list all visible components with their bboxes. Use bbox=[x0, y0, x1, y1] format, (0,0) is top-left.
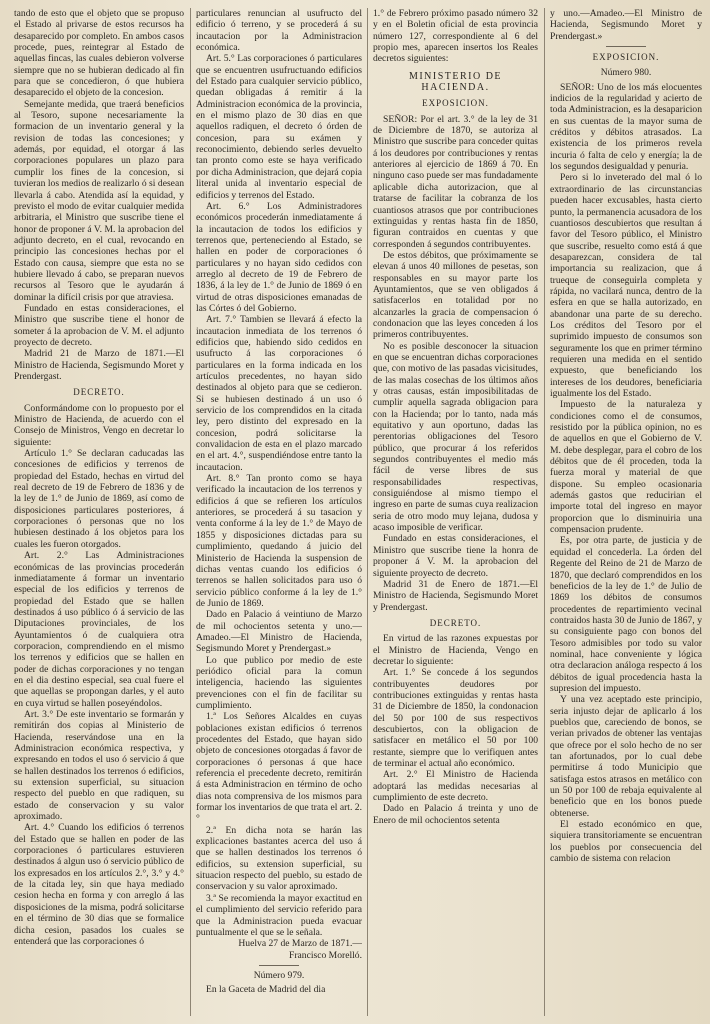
instruction-paragraph: 1.ª Los Señores Alcaldes en cuyas poblaciones existan edificios ó terrenos procedentes del Estado, que hayan sido objeto de concesiones otorgadas á favor de corporaciones ó personas á que hace referencia el precedente decreto, remitirán á esta Administracion en término de ocho dias nota comprensiva de los mismos para formar los inventarios de que trata el art. 2.° bbox=[196, 711, 362, 825]
article-paragraph: Art. 6.° Los Administradores económicos procederán inmediatamente á la incautacion de todos los edificios y terrenos que, perteneciendo al Estado, se hallen en poder de corporaciones ó particulares y no hayan sido cedidos con arreglo al decreto de 19 de Febrero de 1836, á la ley de 1.° de Junio de 1869 ó en virtud de otras disposiciones emanadas de las Córtes ó del Gobierno. bbox=[196, 200, 362, 314]
column-rule bbox=[367, 8, 368, 1016]
paragraph: No es posible desconocer la situacion en que se encuentran dichas corporaciones que, con motivo de las pasadas vicisitudes, de las malas cosechas de los últimos años y otras causas, están imposibilitadas de cumplir aquella sagrada obligacion para con la Hacienda; por lo tanto, nada más equitativo y aun oportuno, dadas las perentorias obligaciones del Tesoro público, que procurar á los referidos segundos contribuyentes el medio más fácil de verse libres de sus responsabilidades respectivas, consiguiéndose al mismo tiempo el ingreso en parte de sumas cuya realizacion seria de otro modo muy lejana, dudosa y acaso imposible de verificar. bbox=[373, 340, 538, 534]
paragraph: Pero si lo inveterado del mal ó lo extraordinario de las circunstancias pueden hacer excusables, hasta cierto punto, la permanencia acusadora de los cuantiosos descubiertos que resultan á favor del Tesoro público, el Ministro que suscribe, resuelto como está á que desaparezcan, considera de tal importancia su realizacion, que á trueque de conseguirla completa y rápida, no vacilará nunca, dentro de la esfera en que se halla autorizado, en abandonar una parte de su derecho. Los créditos del Tesoro por el suprimido impuesto de consumos son seguramente los que en primer término requieren una medida en el sentido expuesto, que beneficiando los intereses de los deudores, beneficiaria igualmente los del Estado. bbox=[550, 172, 702, 399]
column-rule bbox=[544, 8, 545, 1016]
instruction-paragraph: 3.ª Se recomienda la mayor exactitud en el cumplimiento del servicio referido para que la Administracion pueda evacuar puntualmente el que se le señala. bbox=[196, 892, 362, 938]
paragraph: Impuesto de la naturaleza y condiciones como el de consumos, resistido por la pública opinion, no es de aquellos en que el Gobierno de V. M. debe desplegar, para el cobro de los débitos que de él proceden, toda la fuerza moral y material de que dispone. Su empleo ocasionaria además gastos que reducirian el importe total del ingreso en mayor proporcion que lo disminuiria una compensacion prudente. bbox=[550, 399, 702, 536]
paragraph: El estado económico en que, siquiera transitoriamente se encuentran los pueblos por consecuencia del cambio de sistema con relacion bbox=[550, 819, 702, 865]
paragraph: Lo que publico por medio de este periódico oficial para la comun inteligencia, haciendo las siguientes prevenciones con el fin de facilitar su cumplimiento. bbox=[196, 654, 362, 711]
section-heading: DECRETO. bbox=[73, 387, 125, 398]
paragraph: tando de esto que el objeto que se propuso el Estado al privarse de estos recursos ha desaparecido por completo. En ambos casos procede, pues, reintegrar al Estado de aquellas fincas, las cuales debieron volverse siempre que no se hubieran dedicado al fin para que se concedieron, ó que hubiera desaparecido el objeto de la concesion. bbox=[14, 8, 184, 99]
signature-paragraph: Huelva 27 de Marzo de 1871.—Francisco Morelló. bbox=[238, 938, 362, 961]
article-paragraph: Artículo 1.° Se declaran caducadas las concesiones de edificios y terrenos de propiedad del Estado, hechas en virtud del real decreto de 19 de Febrero de 1836 y de la ley de 1.° de Junio de 1869, así como de disposiciones particulares posteriores, á corporaciones ó personas que no los hubiesen destinado á los objetos para los cuales les fueron otorgados. bbox=[14, 448, 184, 550]
paragraph: Y una vez aceptado este principio, seria injusto dejar de aplicarlo á los pueblos que, careciendo de bonos, se verian privados de obtener las ventajas que ofrece por el solo hecho de no ser tan afortunados, por lo cual debe permitirse á todo Municipio que satisfaga estos atrasos en metálico con un 50 por 100 de rebaja equivalente al beneficio que en los bonos puede obtenerse. bbox=[550, 694, 702, 819]
paragraph: Fundado en estas consideraciones, el Ministro que suscribe tiene el honor de someter á la aprobacion de V. M. el adjunto proyecto de decreto. bbox=[14, 302, 184, 348]
column-3 bbox=[373, 8, 538, 1020]
paragraph: SEÑOR: Uno de los más elocuentes indicios de la regularidad y acierto de toda Administracion, es la desaparicion en sus cuentas de la mayor suma de créditos y débitos atrasados. La existencia de los primeros revela incuria ó falta de celo y energía; la de los segundos desigualdad y penuria. bbox=[550, 81, 702, 173]
paragraph: Fundado en estas consideraciones, el Ministro que suscribe tiene la honra de proponer á V. M. la aprobacion del siguiente proyecto de decreto. bbox=[373, 533, 538, 579]
signature-paragraph: Madrid 21 de Marzo de 1871.—El Ministro de Hacienda, Segismundo Moret y Prendergast. bbox=[14, 348, 184, 382]
signature-paragraph: y uno.—Amadeo.—El Ministro de Hacienda, Segismundo Moret y Prendergast.» bbox=[550, 8, 702, 42]
paragraph: particulares renuncian al usufructo del edificio ó terreno, y se procederá á su incautacion por la Administracion económica. bbox=[196, 8, 362, 54]
signature-paragraph: Madrid 31 de Enero de 1871.—El Ministro de Hacienda, Segismundo Moret y Prendergast. bbox=[373, 578, 538, 613]
paragraph: Semejante medida, que traerá beneficios al Tesoro, supone necesariamente la formacion de un inventario general y la revision de todas las concesiones; y además, por equidad, el otorgar á las corporaciones populares un plazo para cumplir los fines de la concesion, si tuvieran los medios de realizarlo ó si desean llevarla á cabo. Atendida así la equidad, y previsto el modo de evitar cualquier medida arbitraria, el Ministro que suscribe tiene el honor de proponer á V. M. la aprobacion del adjunto decreto, en el cual, revocando en principio las concesiones hechas por el Estado con causa, siempre que esta no se hubiere llevado á cabo, se preparan nuevos recursos al Tesoro que le ayudarán á dominar la difícil crisis por que atraviesa. bbox=[14, 98, 184, 303]
instruction-paragraph: 2.ª En dicha nota se harán las explicaciones bastantes acerca del uso á que se hallen destinados los terrenos ó edificios, su extension superficial, su situacion respecto del pueblo, su estado de conservacion y su valor aproximado. bbox=[196, 824, 362, 893]
separator bbox=[259, 965, 299, 966]
section-heading: EXPOSICION. bbox=[592, 52, 660, 63]
paragraph: Conformándome con lo propuesto por el Ministro de Hacienda, de acuerdo con el Consejo de Ministros, Vengo en decretar lo siguiente: bbox=[14, 402, 184, 448]
article-paragraph: Art. 8.° Tan pronto como se haya verificado la incautacion de los terrenos y edificios á que se refieren los artículos anteriores, se procederá á su tasacion y venta conforme á la ley de 1.° de Mayo de 1855 y disposiciones dictadas para su cumplimiento, quedando á juicio del Ministerio de Hacienda la suspension de dichas ventas cuando los edificios ó terrenos se hallen solicitados para uso ó servicio público conforme á la ley de 1.° de Junio de 1869. bbox=[196, 473, 362, 609]
paragraph: Es, por otra parte, de justicia y de equidad el concederla. La órden del Regente del Reino de 21 de Marzo de 1870, que declaró comprendidos en los beneficios de la ley de 1.° de Julio de 1869 los débitos de consumos procedentes de repartimiento vecinal contraidos hasta 30 de Junio de 1867, y su consiguiente pago con bonos del Tesoro admisibles por todo su valor nominal, hace conveniente y lógica otra declaracion análoga respecto á los débitos de igual procedencia hasta la supresion del impuesto. bbox=[550, 535, 702, 694]
column-rule bbox=[190, 8, 191, 1016]
paragraph: SEÑOR: Por el art. 3.° de la ley de 31 de Diciembre de 1870, se autoriza al Ministro que suscribe para conceder quitas á los deudores por contribuciones y rentas anteriores al ejercicio de 1869 á 70. En ninguno caso puede ser mas fundadamente aplicable dicha autorizacion, que al tratarse de facilitar la cobranza de los cuantiosos atrasos que por contribuciones extinguidas y rentas hasta fin de 1850, figuran contraidos en cuentas y que corresponden á segundos contribuyentes. bbox=[373, 113, 538, 250]
section-heading: DECRETO. bbox=[429, 617, 482, 628]
notice-number: Número 980. bbox=[600, 67, 652, 79]
article-paragraph: Art. 1.° Se concede á los segundos contribuyentes deudores por contribuciones extinguidas y rentas hasta 31 de Diciembre de 1850, la condonacion del 50 por 100 de sus respectivos descubiertos, con la obligacion de satisfacer en metálico el 50 por 100 restante, siempre que lo verifiquen antes de terminar el actual año económico. bbox=[373, 667, 538, 769]
notice-number: Número 979. bbox=[253, 969, 305, 981]
paragraph: En virtud de las razones expuestas por el Ministro de Hacienda, Vengo en decretar lo siguiente: bbox=[373, 633, 538, 667]
paragraph: Dado en Palacio á treinta y uno de Enero de mil ochocientos setenta bbox=[373, 803, 538, 826]
article-paragraph: Art. 5.° Las corporaciones ó particulares que se encuentren usufructuando edificios del Estado para cualquier servicio público, quedan obligadas á remitir á la Administracion económica de la provincia, en el mismo plazo de 30 dias en que aquellos radiquen, el decreto ó órden de concesion, para su exámen y reconocimiento, debiendo serles devuelto tan pronto como este se haya verificado por dicha Administracion, que dejará copia literal unida al inventario especial de edificios y terrenos del Estado. bbox=[196, 53, 362, 201]
article-paragraph: Art. 7.° Tambien se llevará á efecto la incautacion inmediata de los terrenos ó edificios que, habiendo sido cedidos en usufructo á las corporaciones ó particulares en la forma indicada en los artículos precedentes, no hayan sido destinados al objeto para que se cedieron. Si se hubiesen destinado á un uso ó servicio de los comprendidos en la citada ley, pero distinto del expresado en la concesion, podrá solicitarse la convalidacion de esta en el plazo marcado en el art. 4.°, suspendiéndose entre tanto la incautacion. bbox=[196, 314, 362, 473]
article-paragraph: Art. 3.° De este inventario se formarán y remitirán dos copias al Ministerio de Hacienda, reservándose una en la Administracion económica respectiva, y expresando en todos el uso ó servicio á que se hallen destinados los terrenos ó edificios, su extension superficial, su situacion respecto del pueblo en que radiquen, su estado de conservacion y su valor aproximado. bbox=[14, 708, 184, 823]
separator bbox=[606, 46, 646, 47]
article-paragraph: Art. 4.° Cuando los edificios ó terrenos del Estado que se hallen en poder de las corporaciones ó particulares estuvieren destinados á algun uso ó servicio público de los expresados en los artículos 2.°, 3.° y 4.° de la citada ley, sin que haya mediado cesion hecha en forma y con arreglo á las disposiciones de la misma, podrá solicitarse en el término de 30 dias que se formalice dicha cesion, pasados los cuales se entenderá que las corporaciones ó bbox=[14, 822, 184, 947]
paragraph: En la Gaceta de Madrid del dia bbox=[206, 984, 326, 996]
column-4 bbox=[550, 8, 702, 1020]
signature-paragraph: Dado en Palacio á veintiuno de Marzo de mil ochocientos setenta y uno.—Amadeo.—El Ministro de Hacienda, Segismundo Moret y Prendergast.» bbox=[196, 609, 362, 655]
article-paragraph: Art. 2.° Las Administraciones económicas de las provincias procederán inmediatamente á formar un inventario especial de los edificios y terrenos de propiedad del Estado que se hallen destinados á uso público ó á servicio de las Diputaciones provinciales, de los Ayuntamientos ó de cualquiera otra corporacion, comprendiendo en el mismo los terrenos y edificios que se hallen en poder de dichas corporaciones y no tengan en el dia destino especial, sea cual fuere el que aquellas se propongan darles, y el auto en cuya virtud se hallen poseyéndolos. bbox=[14, 550, 184, 709]
paragraph: 1.° de Febrero próximo pasado número 32 y en el Boletin oficial de esta provincia número 127, correspondiente al 6 del propio mes, aparecen insertos los Reales decretos siguientes: bbox=[373, 8, 538, 65]
section-heading: EXPOSICION. bbox=[422, 98, 489, 109]
article-paragraph: Art. 2.° El Ministro de Hacienda adoptará las medidas necesarias al cumplimiento de este decreto. bbox=[373, 769, 538, 804]
ministry-heading: MINISTERIO DE HACIENDA. bbox=[408, 70, 503, 94]
column-2 bbox=[196, 8, 362, 1020]
paragraph: De estos débitos, que próximamente se elevan á unos 40 millones de pesetas, son responsables en su mayor parte los Ayuntamientos, que se ven obligados á satisfacerlos en totalidad por no alcanzarles la gracia de compensacion ó condonacion que las leyes conceden á los primeros contribuyentes. bbox=[373, 249, 538, 341]
column-1 bbox=[14, 8, 184, 1020]
